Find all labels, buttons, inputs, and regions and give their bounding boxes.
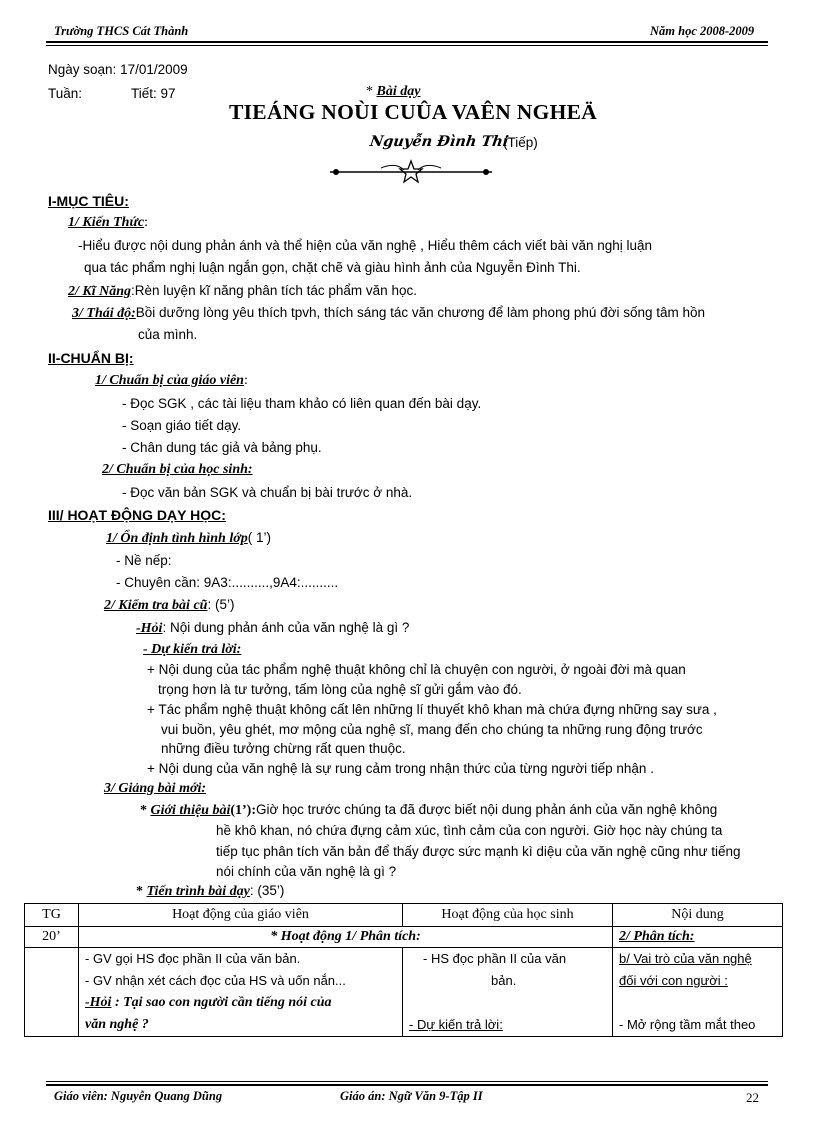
- intro-text-1: Giờ học trước chúng ta đã được biết nội dung phản ánh của văn nghệ không: [256, 802, 718, 817]
- footer-rule-thick: [46, 1084, 768, 1086]
- content-line-1: b/ Vai trò của văn nghệ: [619, 951, 752, 966]
- intro-time: (1’):: [230, 803, 257, 818]
- content-line-3: - Mở rộng tầm mắt theo: [619, 1017, 756, 1032]
- progress-time: : (35’): [249, 883, 285, 898]
- teacher-question-line: [85, 992, 396, 1014]
- school-name: Trường THCS Cát Thành: [54, 24, 189, 38]
- header-teacher: Hoạt động của giáo viên: [79, 904, 403, 927]
- teacher-prep-item-2: - Soạn giáo tiết dạy.: [122, 418, 242, 433]
- stabilize-item-2: - Chuyên cần: 9A3:..........,9A4:..........: [116, 575, 339, 590]
- teacher-prep-line: 1/ Chuẩn bị của giáo viên:: [95, 373, 248, 388]
- stabilize-line: [106, 530, 271, 547]
- knowledge-label: 1/ Kiến Thức: [68, 215, 145, 230]
- teacher-prep-item-3: - Chân dung tác giả và bảng phụ.: [122, 440, 322, 455]
- attitude-line: [72, 305, 705, 322]
- attitude-text-2: của mình.: [138, 327, 198, 342]
- teacher-question-label: -Hỏi: [85, 995, 112, 1010]
- stabilize-time: ( 1’): [247, 530, 271, 545]
- intro-label: Giới thiệu bài: [150, 803, 231, 818]
- progress-line: * Tiến trình bài dạy: (35’): [136, 883, 285, 899]
- answer2-line1: + Tác phẩm nghệ thuật không cất lên những lí thuyết khô khan mà chứa đựng những say sưa ,: [147, 702, 717, 717]
- period-line: [131, 86, 176, 101]
- activity-title: * Hoạt động 1/ Phân tích:: [79, 927, 613, 948]
- footer-plan: Giáo án: Ngữ Văn 9-Tập II: [340, 1089, 483, 1103]
- section1-heading: I-MỤC TIÊU:: [48, 193, 129, 209]
- lesson-label-line: * Bài dạy: [366, 84, 421, 99]
- progress-label: Tiến trình bài dạy: [146, 884, 250, 899]
- attitude-text-1: Bồi dưỡng lòng yêu thích tpvh, thích sáng tác văn chương để làm phong phú đời sống tâm hồn: [135, 305, 706, 320]
- footer-rule-thin: [46, 1081, 768, 1082]
- old-lesson-line: [104, 597, 234, 614]
- old-lesson-label: 2/ Kiểm tra bài cũ: [104, 598, 208, 613]
- intro-text-3: tiếp tục phân tích văn bản để thấy được sức mạnh kì diệu của văn nghệ cũng như tiếng: [216, 844, 741, 859]
- intro-text-2: hề khô khan, nó chứa đựng cảm xúc, tình cảm của con người. Giờ học này chúng ta: [216, 823, 723, 838]
- lesson-plan-table: [24, 903, 783, 1037]
- activity-content-title: 2/ Phân tích:: [613, 927, 783, 948]
- section3-heading: III/ HOẠT ĐỘNG DẠY HỌC:: [48, 507, 226, 523]
- period-value: 97: [160, 86, 176, 101]
- expected-answer-label: - Dự kiến trả lời:: [143, 642, 242, 657]
- page-number: 22: [746, 1090, 759, 1105]
- answer3-line1: + Nội dung của văn nghệ là sự rung cảm trong nhận thức của từng người tiếp nhận .: [147, 761, 654, 776]
- old-lesson-time: : (5’): [207, 597, 235, 612]
- answer2-line3: những điều tưởng chừng rất quen thuộc.: [161, 741, 406, 756]
- answer1-line2: trọng hơn là tư tưởng, tấm lòng của nghệ sĩ gửi gắm vào đó.: [158, 682, 522, 697]
- answer2-line2: vui buồn, yêu ghét, mơ mộng của nghệ sĩ, mang đến cho chúng ta những rung động trước: [161, 722, 703, 737]
- question-line: [136, 620, 409, 637]
- teacher-activity-2: - GV nhận xét cách đọc của HS và uốn nắn...: [85, 973, 346, 988]
- table-row: [25, 948, 783, 1037]
- question-label: -Hỏi: [136, 621, 163, 636]
- knowledge-line: 1/ Kiến Thức:: [68, 215, 148, 230]
- teacher-prep-item-1: - Đọc SGK , các tài liệu tham khảo có liên quan đến bài dạy.: [122, 396, 482, 411]
- footer-teacher: Giáo viên: Nguyễn Quang Dũng: [54, 1089, 223, 1103]
- content-line-2: đối với con người :: [619, 973, 728, 988]
- student-activity-cell: [403, 948, 613, 1037]
- student-prep-item-1: - Đọc văn bản SGK và chuẩn bị bài trước ở nhà.: [122, 485, 413, 500]
- author-signature: Nguyễn Đình Thi: [368, 133, 510, 150]
- answer1-line1: + Nội dung của tác phẩm nghệ thuật không chỉ là chuyện con người, ở ngoài đời mà quan: [147, 662, 686, 677]
- intro-text-4: nói chính của văn nghệ là gì ?: [216, 864, 397, 879]
- student-activity-3: - Dự kiến trả lời:: [409, 1017, 503, 1032]
- header-content: Nội dung: [613, 904, 783, 927]
- period-label: Tiết:: [131, 86, 157, 101]
- header-rule-thin: [46, 45, 768, 46]
- ornament-divider: [326, 158, 496, 186]
- new-lesson-label: 3/ Giảng bài mới:: [104, 781, 207, 796]
- lesson-title: TIEÁNG NOÙI CUÛA VAÊN NGHEÄ: [229, 100, 598, 124]
- content-cell: [613, 948, 783, 1037]
- skill-line: 2/ Kĩ Năng:Rèn luyện kĩ năng phân tích tác phẩm văn học.: [68, 283, 417, 299]
- knowledge-text-2: qua tác phẩm nghị luận ngắn gọn, chặt chẽ và giàu hình ảnh của Nguyễn Đình Thi.: [84, 260, 581, 275]
- student-activity-1: - HS đọc phần II của văn: [423, 951, 567, 966]
- stabilize-label: 1/ Ổn định tình hình lớp: [106, 531, 248, 546]
- skill-label: 2/ Kĩ Năng: [68, 284, 132, 299]
- knowledge-text-1: -Hiểu được nội dung phản ánh và thể hiện của văn nghệ , Hiểu thêm cách viết bài văn nghị luận: [78, 238, 653, 253]
- question-text: : Nội dung phản ánh của văn nghệ là gì ?: [162, 620, 410, 635]
- date-value: 17/01/2009: [120, 62, 188, 77]
- title-suffix: (Tiếp): [503, 135, 538, 150]
- student-prep-label: 2/ Chuẩn bị của học sinh:: [102, 462, 253, 477]
- skill-text: Rèn luyện kĩ năng phân tích tác phẩm văn học.: [134, 283, 417, 298]
- stabilize-item-1: - Nề nếp:: [116, 553, 172, 568]
- section2-heading: II-CHUẨN BỊ:: [48, 350, 134, 366]
- date-label: Ngày soạn:: [48, 62, 117, 77]
- table-activity-row: [25, 927, 783, 948]
- table-header-row: [25, 904, 783, 927]
- attitude-label: 3/ Thái độ:: [72, 306, 136, 321]
- date-line: [48, 62, 188, 77]
- week-label: Tuần:: [48, 86, 83, 101]
- intro-line: * Giới thiệu bài(1’):Giờ học trước chúng ta đã được biết nội dung phản ánh của văn nghệ không: [140, 802, 718, 818]
- header-rule-thick: [46, 41, 768, 43]
- school-year: Năm học 2008-2009: [650, 24, 755, 38]
- teacher-activity-1: - GV gọi HS đọc phần II của văn bản.: [85, 951, 301, 966]
- header-student: Hoạt động của học sinh: [403, 904, 613, 927]
- activity-time: 20’: [25, 927, 79, 948]
- teacher-prep-label: 1/ Chuẩn bị của giáo viên: [95, 373, 244, 388]
- header-time: TG: [25, 904, 79, 927]
- student-activity-2: bản.: [491, 973, 517, 988]
- teacher-question-text-2: văn nghệ ?: [85, 1017, 149, 1032]
- teacher-activity-cell: [79, 948, 403, 1037]
- lesson-label: Bài dạy: [376, 84, 421, 99]
- teacher-question-text: : Tại sao con người cần tiếng nói của: [111, 995, 332, 1010]
